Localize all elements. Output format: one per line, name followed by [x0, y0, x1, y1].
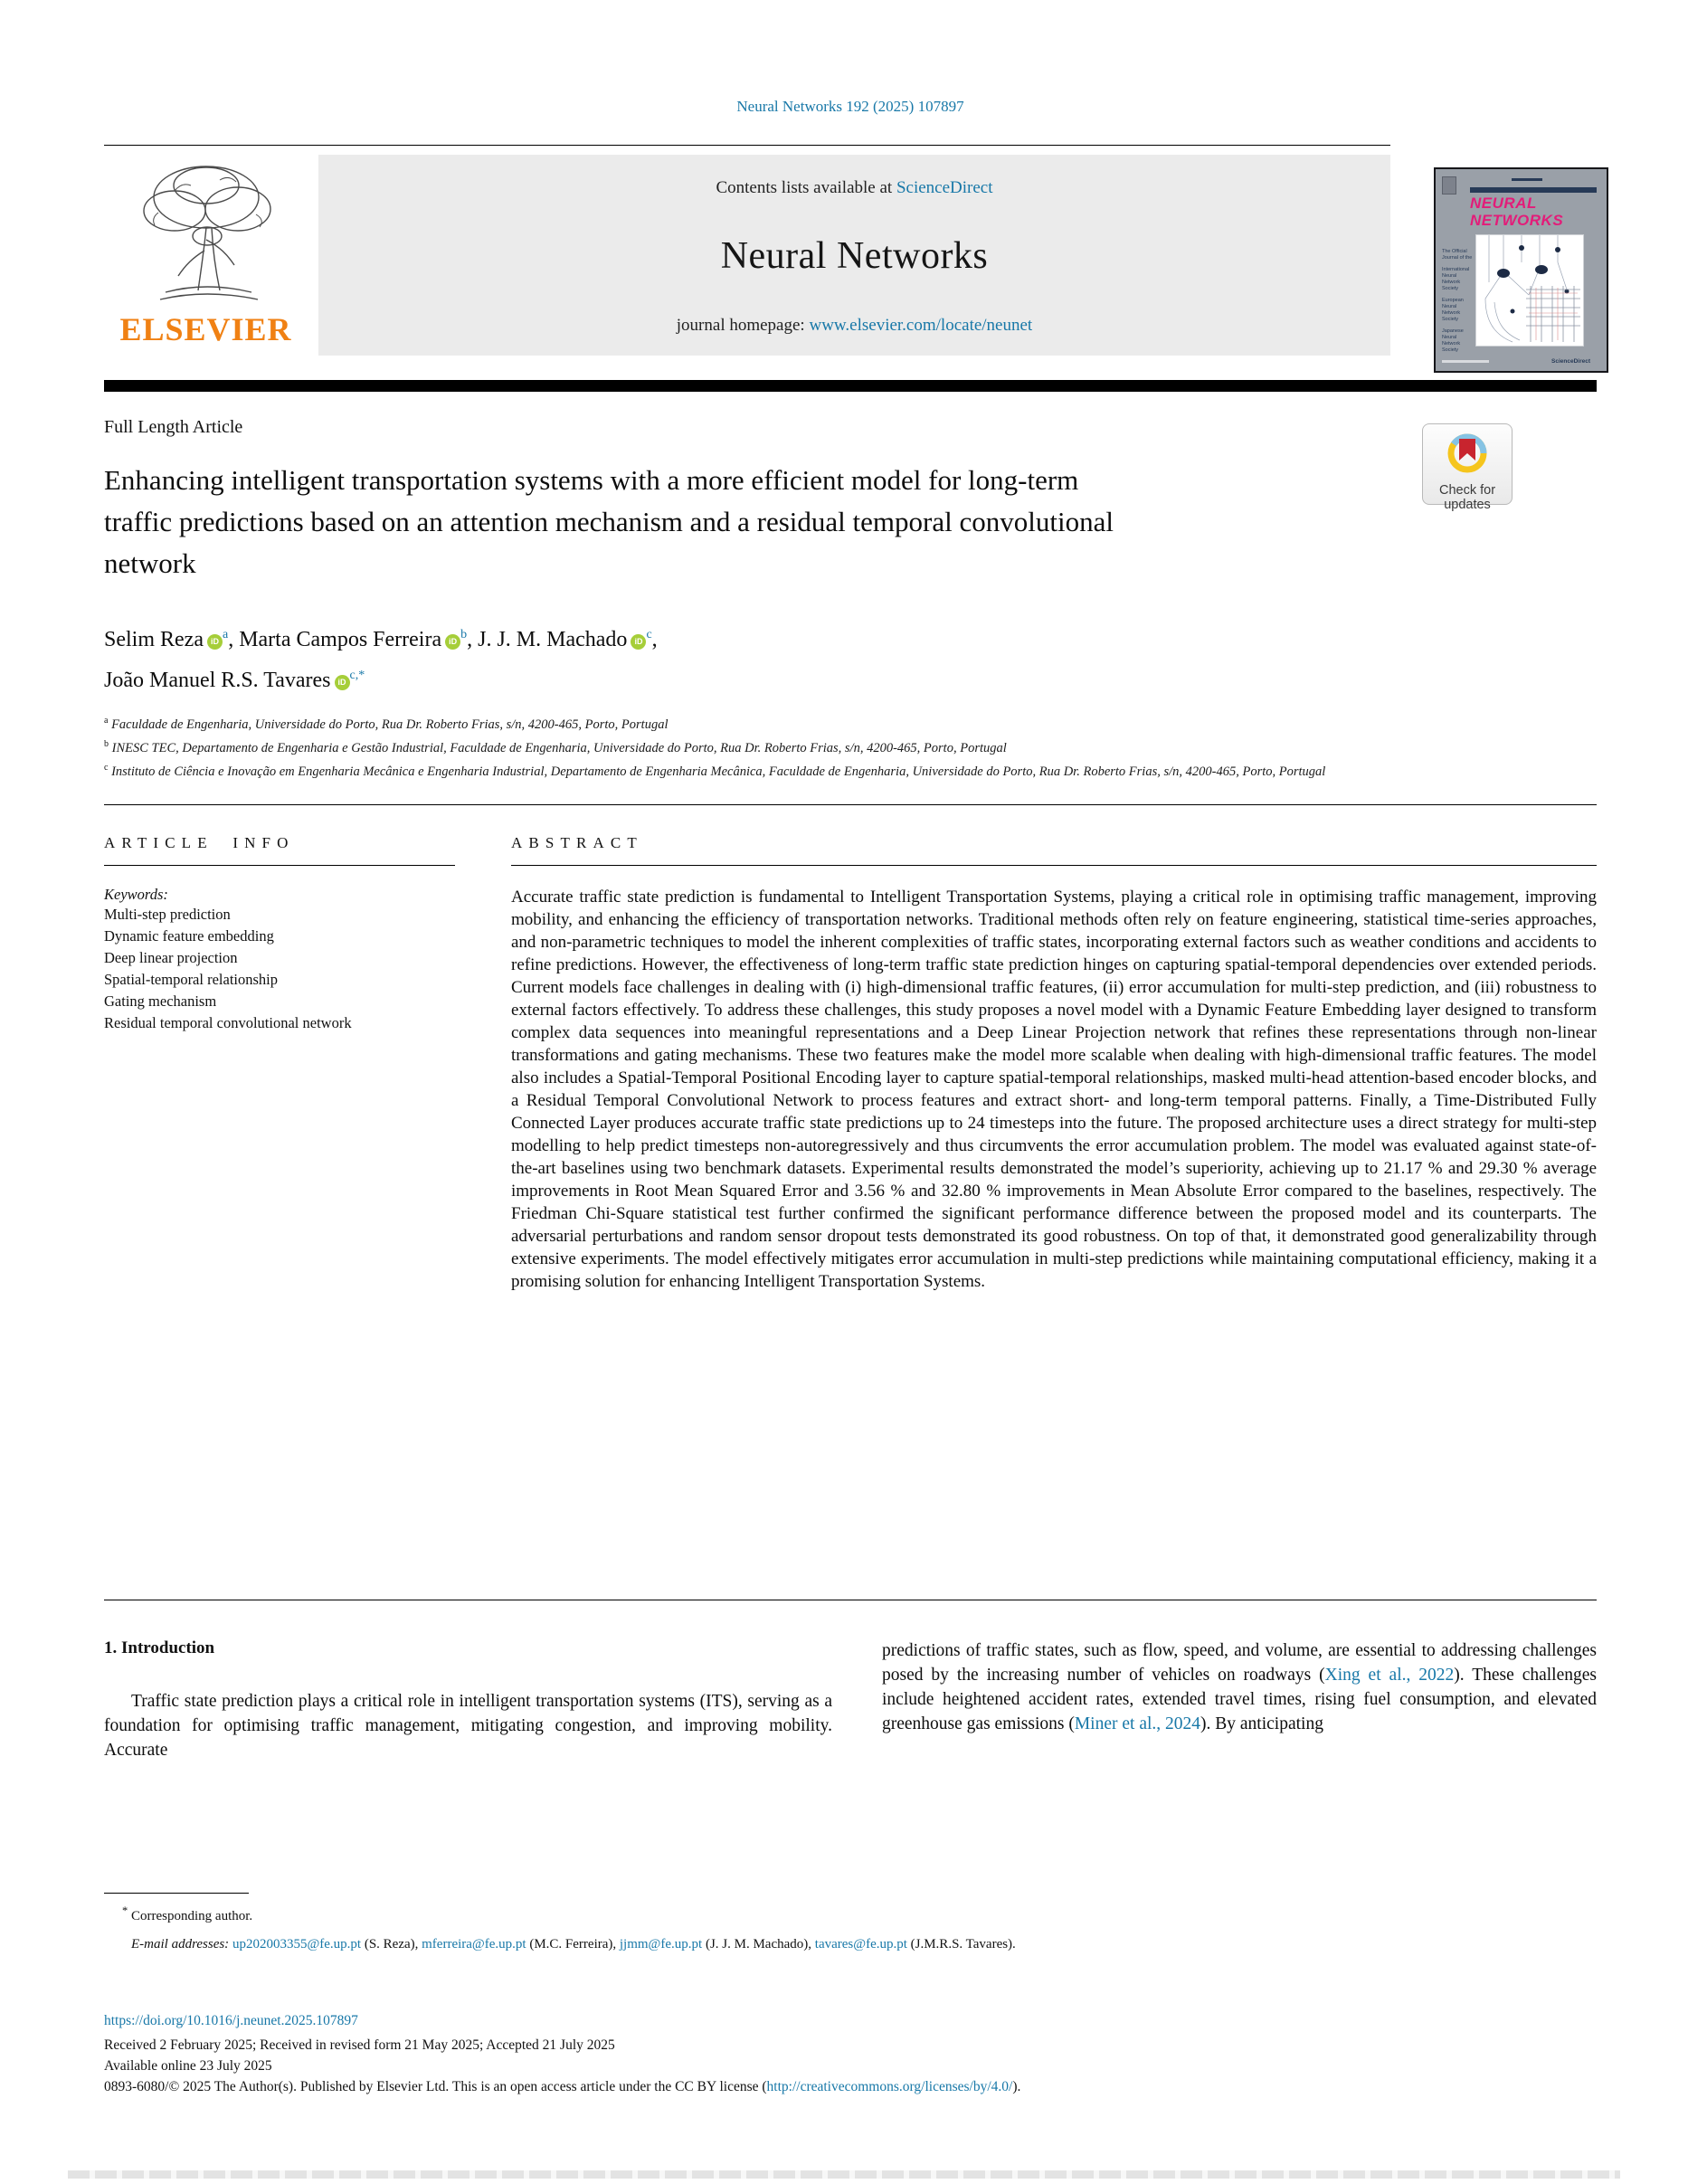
keyword: Deep linear projection [104, 949, 238, 967]
homepage-prefix: journal homepage: [676, 316, 810, 335]
email-owner: (S. Reza), [361, 1937, 422, 1951]
intro-left-column [104, 1638, 832, 1762]
publication-metadata [104, 2010, 1597, 2097]
check-updates-line1: Check for [1438, 483, 1496, 498]
affiliation-list [104, 711, 1597, 781]
email-link[interactable]: up202003355@fe.up.pt [232, 1937, 362, 1951]
affiliation-text: Instituto de Ciência e Inovação em Engenharia Mecânica e Engenharia Industrial, Departamento de Engenharia Mecânica, Faculdade de Engenharia, Universidade do Porto, Rua Dr. Roberto Frias, s/n, 4200-465, Porto, Portugal [108, 764, 1326, 779]
intro-right-column [882, 1638, 1597, 1762]
affiliation [104, 735, 1597, 758]
keyword: Multi-step prediction [104, 906, 231, 924]
author-affil-sup: b [460, 628, 468, 641]
author-affil-sup: a [222, 628, 229, 641]
sciencedirect-link[interactable]: ScienceDirect [896, 178, 993, 197]
email-owner: (J.M.R.S. Tavares). [906, 1937, 1016, 1951]
corresponding-author-note [104, 1901, 1597, 1927]
intro-right-paragraph [882, 1638, 1597, 1736]
keyword: Residual temporal convolutional network [104, 1014, 352, 1032]
keyword: Gating mechanism [104, 992, 217, 1011]
author-list [104, 617, 1597, 698]
cover-sciencedirect-label: ScienceDirect [1551, 358, 1590, 365]
affiliation [104, 711, 1597, 735]
cover-title-rule [1470, 187, 1597, 193]
article-title: Enhancing intelligent transportation systems with a more efficient model for long-term traffic predictions based on an attention mechanism and a residual temporal convolutional network [104, 464, 1114, 579]
email-owner: (M.C. Ferreira), [526, 1937, 620, 1951]
author-name[interactable]: João Manuel R.S. Tavares [104, 669, 331, 692]
article-info-rule [104, 865, 455, 866]
cover-elsevier-mark [1442, 176, 1456, 195]
author-line-2 [104, 658, 1597, 698]
corresponding-author-text: Corresponding author. [128, 1909, 253, 1923]
available-online: Available online 23 July 2025 [104, 2058, 272, 2074]
masthead-box [318, 155, 1390, 356]
info-abstract-section [104, 834, 1597, 1600]
email-link[interactable]: tavares@fe.up.pt [814, 1937, 907, 1951]
introduction-section [104, 1638, 1597, 1762]
received-dates: Received 2 February 2025; Received in revised form 21 May 2025; Accepted 21 July 2025 [104, 2037, 615, 2053]
orcid-icon[interactable]: iD [335, 675, 350, 690]
license-text-suffix: ). [1012, 2079, 1021, 2094]
author-name[interactable]: J. J. M. Machado [478, 628, 628, 651]
citation-link-miner-2024[interactable]: Miner et al., 2024 [1074, 1714, 1201, 1734]
elsevier-wordmark: ELSEVIER [119, 311, 292, 347]
journal-title: Neural Networks [720, 235, 989, 277]
citation-link-xing-2022[interactable]: Xing et al., 2022 [1324, 1666, 1455, 1685]
license-text: 0893-6080/© 2025 The Author(s). Published by Elsevier Ltd. This is an open access article under the CC BY license ( [104, 2079, 767, 2094]
abstract-rule [511, 865, 1597, 866]
author-name[interactable]: Selim Reza [104, 628, 204, 651]
author-affil-sup: c,* [349, 669, 365, 682]
keyword: Spatial-temporal relationship [104, 971, 278, 989]
affiliation [104, 758, 1597, 782]
article-info-column [104, 834, 455, 1034]
cover-title-line2: NETWORKS [1470, 212, 1564, 229]
cover-title-line1: NEURAL [1470, 195, 1537, 212]
affiliation-sup: b [104, 738, 109, 749]
email-link[interactable]: mferreira@fe.up.pt [422, 1937, 526, 1951]
affiliation-text: Faculdade de Engenharia, Universidade do Porto, Rua Dr. Roberto Frias, s/n, 4200-465, Porto, Portugal [108, 717, 669, 732]
author-affil-sup: c [646, 628, 652, 641]
contents-line [318, 178, 1390, 198]
cover-society-line: The Official Journal of the [1442, 249, 1473, 261]
email-addresses-line [104, 1934, 1597, 1955]
masthead-divider-bar [104, 380, 1597, 392]
abstract-column [511, 834, 1597, 1310]
homepage-line [318, 316, 1390, 336]
orcid-icon[interactable]: iD [207, 634, 223, 650]
cover-neuron-art [1475, 234, 1584, 347]
cover-title [1470, 195, 1598, 229]
cover-society-line: Japanese Neural Network Society [1442, 328, 1464, 353]
email-link[interactable]: jjmm@fe.up.pt [619, 1937, 703, 1951]
orcid-icon[interactable]: iD [445, 634, 460, 650]
intro-text-segment: predictions of traffic states, such as flow, speed, and volume, are essential to addressing challenges posed by the increasing number of vehicles on roadways ( [882, 1641, 1597, 1685]
doi-link[interactable]: https://doi.org/10.1016/j.neunet.2025.107897 [104, 2013, 358, 2028]
affiliation-sup: c [104, 762, 109, 773]
contents-prefix: Contents lists available at [716, 178, 896, 197]
cover-issn-dash [1512, 178, 1542, 181]
masthead [104, 145, 1390, 356]
keyword: Dynamic feature embedding [104, 927, 274, 945]
abstract-text: Accurate traffic state prediction is fundamental to Intelligent Transportation Systems, playing a critical role in optimising traffic management, improving mobility, and enhancing the efficiency of transportation networks. Traditional methods often rely on feature engineering, statistical time-series approaches, and non-parametric techniques to model the inherent complexities of traffic states, incorporating external factors such as weather conditions and accidents to refine predictions. However, the effectiveness of long-term traffic state prediction hinges on capturing spatial-temporal dependencies over extended periods. Current models face challenges in dealing with (i) high-dimensional traffic features, (ii) error accumulation for multi-step prediction, and (iii) robustness to external factors effectively. To address these challenges, this study proposes a novel model with a Dynamic Feature Embedding layer designed to transform complex data sequences into meaningful representations and a Deep Linear Projection network that refines these representations through non-linear transformations and gating mechanisms. These two features make the model more scalable when dealing with high-dimensional traffic features. The model also includes a Spatial-Temporal Positional Encoding layer to capture spatial-temporal relationships, masked multi-head attention-based encoder blocks, and a Residual Temporal Convolutional Network to process features and extract short- and long-term temporal patterns. Finally, a Time-Distributed Fully Connected Layer produces accurate traffic state predictions up to 24 timesteps into the future. The proposed architecture uses a direct strategy for multi-step modelling to help predict timesteps non-autoregressively and thus circumvents the error accumulation problem. The model was evaluated against state-of-the-art baselines using two benchmark datasets. Experimental results demonstrated the model’s superiority, achieving up to 21.17 % and 29.30 % average improvements in Root Mean Squared Error and 3.56 % and 32.80 % improvements in Mean Absolute Error compared to the baselines, respectively. The Friedman Chi-Square statistical test further confirmed the significant performance difference between the proposed model and its counterparts. The adversarial perturbations and random sensor dropout tests demonstrated its good robustness. On top of that, it demonstrated good generalizability through extensive experiments. The model effectively mitigates error accumulation in multi-step predictions while maintaining computational efficiency, making it a promising solution for enhancing Intelligent Transportation Systems. [511, 888, 1597, 1292]
footnote-rule [104, 1893, 249, 1894]
author-separator: , [228, 628, 240, 651]
introduction-heading: 1. Introduction [104, 1638, 215, 1658]
email-label: E-mail addresses: [131, 1937, 230, 1951]
affiliation-sup: a [104, 716, 109, 726]
journal-reference: Neural Networks 192 (2025) 107897 [736, 98, 964, 115]
journal-cover-thumbnail[interactable] [1434, 167, 1608, 373]
elsevier-logo[interactable] [104, 153, 308, 350]
abstract-heading: ABSTRACT [511, 834, 643, 852]
intro-left-paragraph: Traffic state prediction plays a critical role in intelligent transportation systems (ITS), serving as a foundation for optimising traffic management, mitigating congestion, and improving mobility. Accurate [104, 1692, 832, 1761]
article-type-label: Full Length Article [104, 417, 243, 437]
cover-society-line: International Neural Network Society [1442, 267, 1470, 291]
author-separator: , [651, 628, 658, 651]
intro-text-segment: ). By anticipating [1200, 1714, 1323, 1734]
check-updates-line2: updates [1444, 498, 1491, 512]
next-page-edge [68, 2170, 1620, 2179]
author-line-1 [104, 617, 1597, 658]
cover-society-text [1442, 249, 1475, 359]
copyright-license-line [104, 2076, 1597, 2097]
orcid-icon[interactable]: iD [631, 634, 646, 650]
license-link[interactable]: http://creativecommons.org/licenses/by/4.0/ [766, 2079, 1013, 2094]
elsevier-tree-icon [120, 157, 292, 310]
author-name[interactable]: Marta Campos Ferreira [239, 628, 442, 651]
author-separator: , [467, 628, 479, 651]
cover-url-dash [1442, 360, 1489, 363]
intro-text-segment: ). These challenges include heightened accident rates, extended travel times, rising fuel consumption, and elevated greenhouse gas emissions ( [882, 1666, 1597, 1734]
email-owner: (J. J. M. Machado), [702, 1937, 815, 1951]
homepage-link[interactable]: www.elsevier.com/locate/neunet [809, 316, 1033, 335]
keywords-label: Keywords: [104, 886, 168, 904]
header-divider-rule [104, 804, 1597, 805]
affiliation-text: INESC TEC, Departamento de Engenharia e Gestão Industrial, Faculdade de Engenharia, Universidade do Porto, Rua Dr. Roberto Frias, s/n, 4200-465, Porto, Portugal [109, 740, 1007, 755]
cover-society-line: European Neural Network Society [1442, 298, 1464, 322]
footnote-block [104, 1893, 1597, 1955]
asterisk: * [122, 1904, 128, 1917]
article-info-heading: ARTICLE INFO [104, 834, 295, 852]
